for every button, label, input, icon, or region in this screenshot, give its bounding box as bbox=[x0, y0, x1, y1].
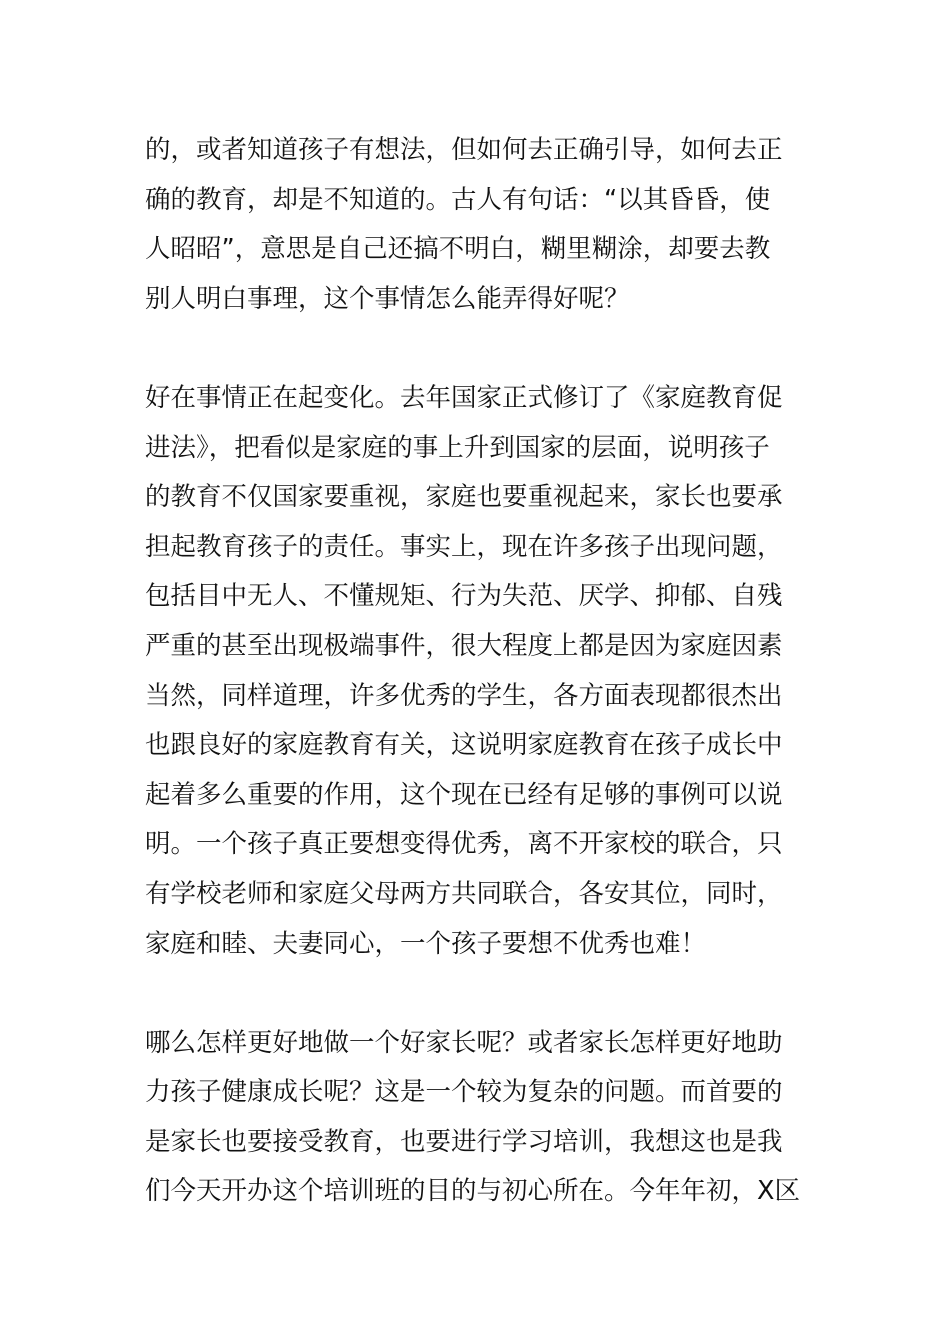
text-line: 也跟良好的家庭教育有关，这说明家庭教育在孩子成长中 bbox=[145, 730, 783, 761]
paragraph-spacer bbox=[145, 324, 815, 374]
paragraph-1 bbox=[145, 126, 815, 324]
text-line: 起着多么重要的作用，这个现在已经有足够的事例可以说 bbox=[145, 779, 783, 810]
text-line: 确的教育，却是不知道的。古人有句话：“以其昏昏，使 bbox=[145, 184, 771, 215]
paragraph-2 bbox=[145, 374, 815, 969]
text-line: 好在事情正在起变化。去年国家正式修订了《家庭教育促 bbox=[145, 382, 783, 413]
text-line: 力孩子健康成长呢？这是一个较为复杂的问题。而首要的 bbox=[145, 1077, 783, 1108]
text-line: 是家长也要接受教育，也要进行学习培训，我想这也是我 bbox=[145, 1126, 783, 1157]
paragraph-3 bbox=[145, 1019, 815, 1217]
text-line: 有学校老师和家庭父母两方共同联合，各安其位，同时， bbox=[145, 878, 783, 909]
text-line: 担起教育孩子的责任。事实上，现在许多孩子出现问题， bbox=[145, 531, 783, 562]
text-line: 们今天开办这个培训班的目的与初心所在。今年年初，X区 bbox=[145, 1176, 800, 1207]
text-line: 的，或者知道孩子有想法，但如何去正确引导，如何去正 bbox=[145, 135, 783, 165]
text-line: 哪么怎样更好地做一个好家长呢？或者家长怎样更好地助 bbox=[145, 1027, 783, 1058]
document-body bbox=[145, 126, 815, 1217]
paragraph-spacer bbox=[145, 969, 815, 1019]
text-line: 进法》，把看似是家庭的事上升到国家的层面，说明孩子 bbox=[145, 432, 770, 463]
text-line: 明。一个孩子真正要想变得优秀，离不开家校的联合，只 bbox=[145, 829, 783, 860]
text-line: 别人明白事理，这个事情怎么能弄得好呢？ bbox=[145, 283, 630, 314]
text-line: 当然，同样道理，许多优秀的学生，各方面表现都很杰出 bbox=[145, 680, 783, 711]
text-line: 人昭昭”，意思是自己还搞不明白，糊里糊涂，却要去教 bbox=[145, 234, 771, 265]
text-line: 包括目中无人、不懂规矩、行为失范、厌学、抑郁、自残 bbox=[145, 581, 783, 612]
text-line: 严重的甚至出现极端事件，很大程度上都是因为家庭因素 bbox=[145, 630, 783, 661]
text-line: 的教育不仅国家要重视，家庭也要重视起来，家长也要承 bbox=[145, 482, 783, 513]
text-line: 家庭和睦、夫妻同心，一个孩子要想不优秀也难！ bbox=[145, 928, 707, 959]
